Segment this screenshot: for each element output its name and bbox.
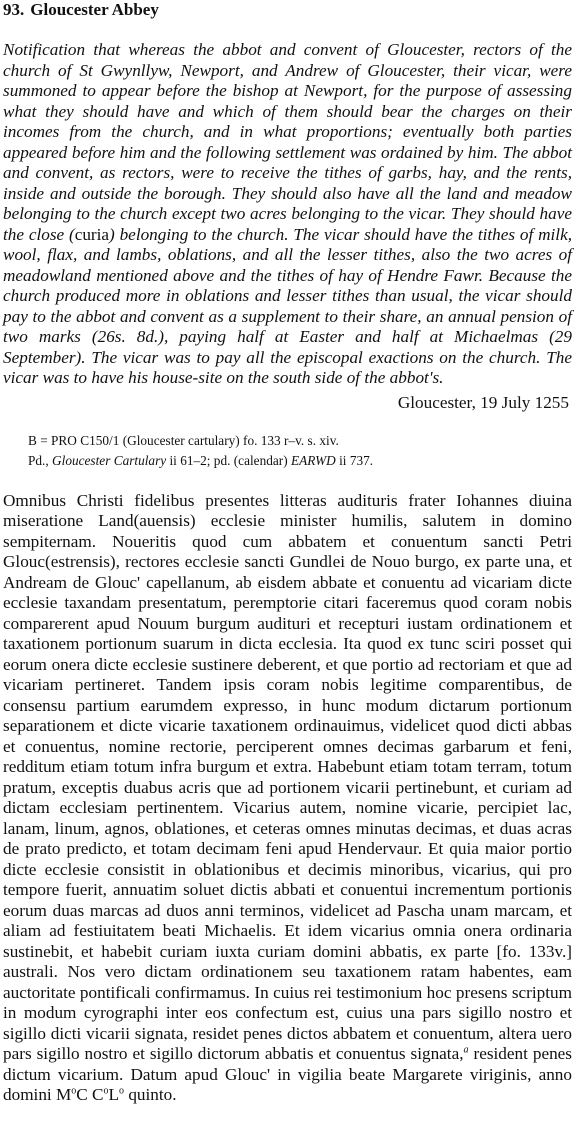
latin-text-e: quinto. <box>124 1085 177 1104</box>
summary-text-part2: ) belonging to the church. The vicar should have the tithes of milk, wool, flax, and lambs, oblations, and all the lesser tithes, also the two acres of meadowland mentioned above and the tithes of hay of Hendre Fawr. Because the church produced more in oblations and lesser tithes than usual, the vicar should pay to the abbot and convent as a supplement to their share, an annual pension of two marks (26s. 8d.), paying half at Easter and half at Michaelmas (29 September). The vicar was to pay all the episcopal exactions on the church. The vicar was to have his house-site on the south side of the abbot's. <box>3 224 572 387</box>
source-printed-mid: ii 61–2; pd. (calendar) <box>166 452 291 468</box>
footnote-marker: a <box>463 1044 469 1056</box>
latin-text-a: Omnibus Christi fidelibus presentes litteras audituris frater Iohannes diuina miseratione Land(auensis) ecclesie minister humilis, salutem in domino sempiternam. Noueritis quod cum abbatem et conuentum sancti Petri Glouc(estrensis), rectores ecclesie sancti Gundlei de Nouo burgo, ex parte una, et Andream de Glouc' capellanum, ab eisdem abbate et conuentu ad vicariam dicte ecclesie taxandam presentatum, peremptorie citari faceremus quod coram nobis comparerent apud Nouum burgum audituri et recepturi iustam ordinationem et taxationem portionum suarum in dicta ecclesia. Ita quod ex tunc sciri posset qui eorum onera dicte ecclesie sustinere deberent, et que portio ad rectoriam et que ad vicariam pertineret. Tandem ipsis coram nobis legitime comparentibus, de consensu partium earumdem expresso, in hunc modum dictarum portionum separationem et dicte vicarie taxationem ordinauimus, videlicet quod dicti abbas et conuentus, nomine rectorie, perciperent omnes decimas garbarum et feni, redditum etiam totum infra burgum et extra. Habebunt etiam totam terram, totum pratum, exceptis duabus acris que ad portionem vicarii pertinebunt, et curiam ad dictam ecclesiam pertinentem. Vicarius autem, nomine vicarie, percipiet lac, lanam, linum, agnos, oblationes, et ceteras omnes minutas decimas, et duas acras de prato predicto, et totam decimam feni apud Hendervaur. Et quia maior portio dicte ecclesie consistit in oblationibus et decimis minoribus, vicarius, qui pro tempore fuerit, annuatim soluet dictis abbati et conuentui incrementum portionis eorum duas marcas ad duos anni terminos, videlicet ad Pascha unam marcam, et aliam ad festiuitatem beati Michaelis. Et idem vicarius omnia onera ordinaria sustinebit, et habebit curiam iuxta curiam domini abbatis, ex parte [fo. 133v.] australi. Nos vero dictam ordinationem seu taxationem ratam habentes, eam auctoritate pontificali confirmamus. In cuius rei testimonium hoc presens scriptum in modum cyrographi inter eos confectum est, cuius una pars sigillo nostro et sigillo dicti vicarii signata, residet penes dictos abbatem et conuentum, altera uero pars sigillo nostro et sigillo dictorum abbatis et conuentus signata, <box>3 490 572 1063</box>
superscript-o: o <box>119 1085 125 1097</box>
document-heading <box>3 0 572 20</box>
sources-block <box>28 431 572 471</box>
source-manuscript: B = PRO C150/1 (Gloucester cartulary) fo. 133 r–v. s. xiv. <box>28 432 339 448</box>
latin-text <box>3 491 572 1106</box>
superscript-o: o <box>103 1085 109 1097</box>
latin-text-d: L <box>108 1085 120 1104</box>
source-printed-prefix: Pd., <box>28 452 53 468</box>
latin-text-c: C C <box>76 1085 104 1104</box>
source-work-gloucester-cartulary: Gloucester Cartulary <box>52 452 167 468</box>
summary-paragraph <box>3 40 572 389</box>
summary-curia-term: curia <box>74 224 110 244</box>
document-title: Gloucester Abbey <box>30 0 159 19</box>
source-printed-suffix: ii 737. <box>335 452 374 468</box>
superscript-o: o <box>71 1085 77 1097</box>
latin-text-b: resident penes dictum vicarium. Datum apud Glouc' in vigilia beate Margarete viriginis, anno domini M <box>3 1044 572 1104</box>
document-number: 93. <box>3 0 25 19</box>
dateline: Gloucester, 19 July 1255 <box>397 392 569 412</box>
summary-text-part1: Notification that whereas the abbot and convent of Gloucester, rectors of the church of St Gwynllyw, Newport, and Andrew of Gloucester, their vicar, were summoned to appear before the bishop at Newport, for the purpose of assessing what they should have and which of them should bear the charges on their incomes from the church, and in what proportions; eventually both parties appeared before him and the following settlement was ordained by him. The abbot and convent, as rectors, were to receive the tithes of garbs, hay, and the rents, inside and outside the borough. They should also have all the land and meadow belonging to the church except two acres belonging to the vicar. They should have the close ( <box>3 40 572 244</box>
source-work-earwd: EARWD <box>290 452 336 468</box>
source-printed <box>28 451 572 471</box>
